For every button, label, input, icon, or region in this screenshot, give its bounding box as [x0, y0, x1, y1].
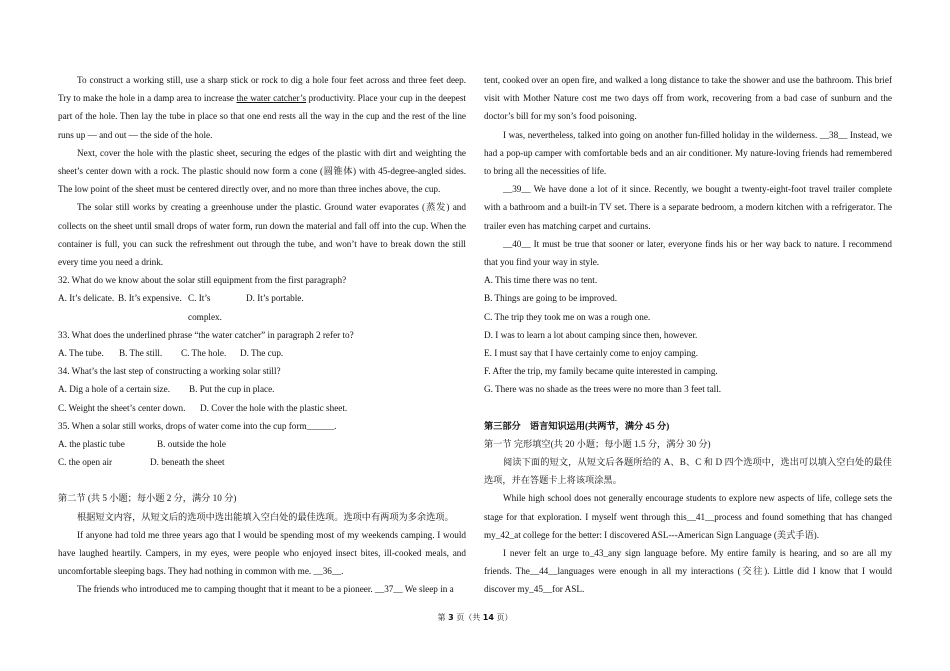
- question-stem: [58, 417, 466, 435]
- answer-option: D. I was to learn a lot about camping since then, however.: [484, 329, 698, 340]
- text: It must be true that sooner or later, everyone finds his or her way back to nature. I recommend that you find your way in style.: [484, 238, 892, 268]
- section-instructions: 根据短文内容，从短文后的选项中选出能填入空白处的最佳选项。选项中有两项为多余选项。: [77, 511, 454, 522]
- page-total: 14: [482, 613, 494, 622]
- text: .: [334, 420, 337, 431]
- answer-blank: _42_: [495, 529, 515, 540]
- option: B. outside the hole: [157, 439, 226, 450]
- text: 页）: [493, 613, 513, 622]
- spacer: [58, 471, 466, 489]
- answer-blank: _45__: [529, 584, 553, 595]
- option: D. beneath the sheet: [150, 457, 225, 468]
- text: To construct a working still, use a sharp stick or rock to dig a hole four feet across and three feet deep. Try to make the hole in a damp area to increase: [58, 75, 466, 104]
- option: C. Weight the sheet’s center down.: [58, 402, 186, 413]
- passage-paragraph: [484, 235, 892, 271]
- question-options: [58, 380, 466, 398]
- text: We have done a lot of it since. Recently, we bought a twenty-eight-foot travel trailer complete with a bathroom and a built-in TV set. There is a separate bedroom, a modern kitchen with a refrigerator. The trailer even has matching carpet and curtains.: [484, 184, 892, 231]
- text: 第: [437, 613, 449, 622]
- answer-option: G. There was no shade as the trees were no more than 3 feet tall.: [484, 384, 722, 395]
- passage-paragraph: [58, 580, 466, 598]
- text: any sign language before. My entire family is hearing, and so are all my friends. The: [484, 548, 892, 577]
- passage-paragraph: [58, 526, 466, 581]
- text: process and found something that has changed my: [484, 511, 892, 540]
- passage-paragraph: [58, 71, 466, 144]
- answer-blank: ______: [306, 420, 335, 431]
- answer-option: E. I must say that I have certainly come to enjoy camping.: [484, 348, 699, 359]
- answer-blank: _43_: [589, 548, 609, 559]
- option: A. It’s delicate.: [58, 293, 115, 304]
- answer-blank: __39__: [503, 184, 531, 195]
- option: C. It’s complex.: [188, 293, 222, 322]
- answer-blank: __36__: [313, 566, 342, 577]
- question-options: [58, 399, 466, 417]
- answer-blank: __44__: [529, 566, 558, 577]
- text: I never felt an urge to: [503, 548, 590, 559]
- text: We sleep in a: [402, 584, 454, 595]
- passage-paragraph: [484, 544, 892, 599]
- page-footer: [0, 612, 950, 623]
- text: The friends who introduced me to camping thought that it meant to be a pioneer.: [77, 584, 376, 595]
- option: B. Put the cup in place.: [189, 384, 275, 395]
- passage-paragraph: The solar still works by creating a greenhouse under the plastic. Ground water evaporates (蒸发) and collects on the sheet until small drops of water form, run down the material and fall off into the cup. When the container is full, you can suck the refreshment out through the tube, and won’t have to break down the still every time you need a drink.: [58, 202, 466, 268]
- passage-paragraph: tent, cooked over an open fire, and walked a long distance to take the shower and use the bathroom. This brief visit with Mother Nature cost me two days off from work, recovering from a bad case of sunburn and the doctor’s bill for my son’s food poisoning.: [484, 75, 892, 122]
- answer-option: F. After the trip, my family became quite interested in camping.: [484, 366, 718, 377]
- text: .: [341, 566, 344, 577]
- option: D. The cup.: [240, 348, 284, 359]
- underlined-phrase: the water catcher’s: [236, 93, 307, 104]
- text: 页（共: [453, 613, 483, 622]
- text: at college for the better: I discovered ASL---American Sign Language (美式手语).: [514, 529, 819, 540]
- passage-paragraph: [484, 489, 892, 544]
- text: Instead, we had a pop-up camper with comfortable beds and an air conditioner. My nature-loving friends had remembered to bring all the necessities of life.: [484, 129, 892, 177]
- right-column: [484, 71, 892, 599]
- passage-paragraph: [484, 126, 892, 181]
- text: productivity. Place your cup in the deepest part of the hole. Then lay the tube in place so that one end rests all the way in the cup and the rest of the line runs up — and out — the side of the hole.: [58, 93, 466, 140]
- option: D. Cover the hole with the plastic sheet.: [200, 402, 348, 413]
- left-column: [58, 71, 466, 599]
- question-stem: 33. What does the underlined phrase “the water catcher” in paragraph 2 refer to?: [58, 329, 354, 340]
- option: C. The hole.: [181, 348, 227, 359]
- option: A. Dig a hole of a certain size.: [58, 384, 170, 395]
- answer-blank: __41__: [686, 511, 715, 522]
- answer-blank: __37__: [375, 584, 403, 595]
- section-title: 第二节 (共 5 小题；每小题 2 分，满分 10 分): [58, 493, 237, 504]
- question-stem: 32. What do we know about the solar still equipment from the first paragraph?: [58, 275, 347, 286]
- page-number: 3: [448, 613, 454, 622]
- answer-option: A. This time there was no tent.: [484, 275, 598, 286]
- option: B. It’s expensive.: [118, 293, 182, 304]
- text: While high school does not generally encourage students to explore new aspects of life, college sets the stage for that exploration. I myself went through this: [484, 493, 892, 522]
- text: languages were enough in all my interactions (交往). Little did I know that I would discover my: [484, 566, 892, 595]
- option: C. the open air: [58, 457, 113, 468]
- text: for ASL.: [552, 584, 585, 595]
- text: 35. When a solar still works, drops of water come into the cup form: [58, 420, 307, 431]
- spacer: [484, 399, 892, 417]
- question-options: [58, 435, 466, 453]
- option: B. The still.: [119, 348, 163, 359]
- option: D. It’s portable.: [246, 293, 304, 304]
- option: A. the plastic tube: [58, 439, 125, 450]
- answer-blank: __38__: [819, 129, 848, 140]
- passage-paragraph: [484, 180, 892, 235]
- question-stem: 34. What’s the last step of constructing a working solar still?: [58, 366, 281, 377]
- section-instructions: 阅读下面的短文，从短文后各题所给的 A、B、C 和 D 四个选项中，选出可以填入空白处的最佳选项，并在答题卡上将该项涂黑。: [484, 457, 892, 486]
- passage-paragraph: Next, cover the hole with the plastic sheet, securing the edges of the plastic with dirt and weighting the sheet’s center down with a rock. The plastic should now form a cone (圆锥体) with 45-degree-angled sides. The low point of the sheet must be centered directly over, and no more than three inches above, the cup.: [58, 147, 466, 195]
- answer-blank: __40__: [503, 238, 531, 249]
- question-options: [58, 289, 466, 325]
- part-title: 第三部分 语言知识运用(共两节，满分 45 分): [484, 420, 670, 431]
- section-title: 第一节 完形填空(共 20 小题；每小题 1.5 分，满分 30 分): [484, 438, 711, 449]
- answer-option: C. The trip they took me on was a rough one.: [484, 311, 651, 322]
- answer-option: B. Things are going to be improved.: [484, 293, 618, 304]
- text: I was, nevertheless, talked into going on another fun-filled holiday in the wilderness.: [503, 129, 820, 140]
- question-options: [58, 344, 466, 362]
- option: A. The tube.: [58, 348, 104, 359]
- question-options: [58, 453, 466, 471]
- text: If anyone had told me three years ago that I would be spending most of my weekends camping. I would have laughed heartily. Campers, in my eyes, were people who enjoyed insect bites, ill-cooked meals, and uncomfortable sleeping bags. They had nothing in common with me.: [58, 529, 466, 577]
